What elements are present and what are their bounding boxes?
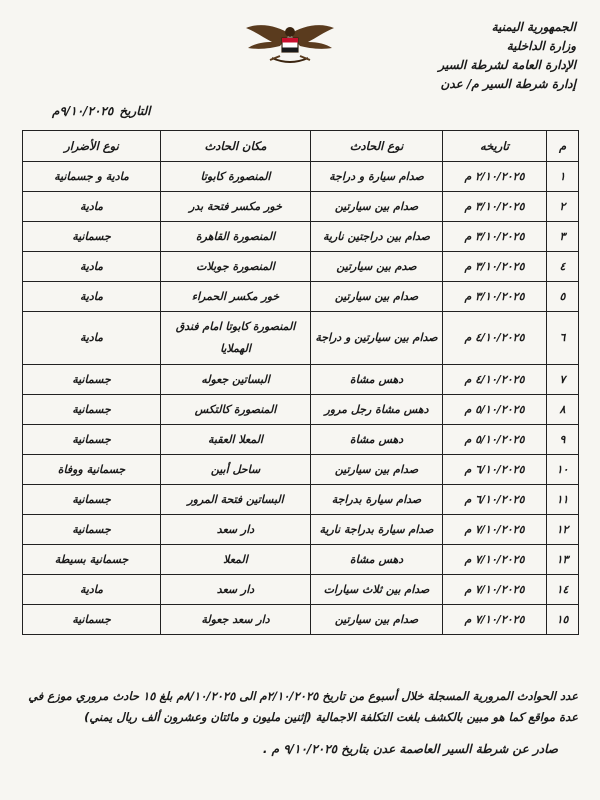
cell-no: ١٣ (547, 545, 579, 575)
letterhead (326, 18, 576, 94)
issued-statement: صادر عن شرطة السير العاصمة عدن بتاريخ ٩/١٠/٢٠٢٥ م . (262, 742, 558, 756)
cell-type: دهس مشاة (311, 365, 443, 395)
cell-damage: جسمانية (23, 515, 161, 545)
table-row (23, 575, 579, 605)
header-date: تاريخه (443, 131, 547, 162)
cell-no: ٧ (547, 365, 579, 395)
cell-type: صدام سيارة بدراجة نارية (311, 515, 443, 545)
cell-type: صدام بين سيارتين (311, 282, 443, 312)
cell-date: ٥/١٠/٢٠٢٥ م (443, 395, 547, 425)
table-row (23, 312, 579, 365)
cell-no: ١٢ (547, 515, 579, 545)
cell-type: صدام بين دراجتين نارية (311, 222, 443, 252)
table-row (23, 365, 579, 395)
cell-date: ٢/١٠/٢٠٢٥ م (443, 162, 547, 192)
table-header-row (23, 131, 579, 162)
summary-paragraph: عدد الحوادث المرورية المسجلة خلال أسبوع من تاريخ ٢/١٠/٢٠٢٥م الى ٨/١٠/٢٠٢٥م بلغ ١٥ حادث مروري موزع في عدة مواقع كما هو مبين بالكشف بلغت التكلفة الاجمالية (إثنين مليون و مائتان وعشرون ألف ريال يمني) (28, 689, 578, 724)
cell-type: صدام سيارة و دراجة (311, 162, 443, 192)
eagle-emblem-icon (242, 20, 338, 72)
cell-no: ٣ (547, 222, 579, 252)
cell-damage: جسمانية (23, 485, 161, 515)
header-place: مكان الحادث (161, 131, 311, 162)
cell-no: ٥ (547, 282, 579, 312)
cell-damage: جسمانية (23, 425, 161, 455)
cell-no: ١٠ (547, 455, 579, 485)
cell-place: المنصورة كالتكس (161, 395, 311, 425)
cell-place: خور مكسر الحمراء (161, 282, 311, 312)
cell-date: ٧/١٠/٢٠٢٥ م (443, 575, 547, 605)
cell-no: ٩ (547, 425, 579, 455)
cell-no: ٦ (547, 312, 579, 365)
cell-damage: جسمانية (23, 395, 161, 425)
cell-no: ٤ (547, 252, 579, 282)
cell-place: البساتين جعوله (161, 365, 311, 395)
cell-date: ٤/١٠/٢٠٢٥ م (443, 312, 547, 365)
table-row (23, 192, 579, 222)
cell-place: ساحل أبين (161, 455, 311, 485)
cell-date: ٣/١٠/٢٠٢٥ م (443, 252, 547, 282)
cell-place: دار سعد (161, 575, 311, 605)
cell-type: صدام بين سيارتين (311, 192, 443, 222)
accidents-table (22, 130, 579, 635)
table-row (23, 162, 579, 192)
cell-damage: مادية (23, 252, 161, 282)
cell-date: ٧/١٠/٢٠٢٥ م (443, 515, 547, 545)
table-row (23, 455, 579, 485)
cell-place: دار سعد (161, 515, 311, 545)
date-value: ٩/١٠/٢٠٢٥م (52, 104, 114, 118)
cell-no: ١١ (547, 485, 579, 515)
cell-type: صدام بين سيارتين (311, 455, 443, 485)
cell-date: ٦/١٠/٢٠٢٥ م (443, 455, 547, 485)
cell-place: دار سعد جعولة (161, 605, 311, 635)
cell-damage: جسمانية (23, 365, 161, 395)
cell-type: صدام بين سيارتين و دراجة (311, 312, 443, 365)
cell-type: صدم بين سيارتين (311, 252, 443, 282)
cell-no: ١ (547, 162, 579, 192)
cell-date: ٣/١٠/٢٠٢٥ م (443, 222, 547, 252)
table-row (23, 545, 579, 575)
cell-type: دهس مشاة (311, 545, 443, 575)
cell-date: ٣/١٠/٢٠٢٥ م (443, 282, 547, 312)
cell-place: المعلا العقبة (161, 425, 311, 455)
cell-date: ٧/١٠/٢٠٢٥ م (443, 545, 547, 575)
letterhead-directorate: الإدارة العامة لشرطة السير (438, 58, 576, 72)
cell-date: ٥/١٠/٢٠٢٥ م (443, 425, 547, 455)
cell-damage: مادية (23, 282, 161, 312)
cell-no: ٢ (547, 192, 579, 222)
cell-damage: مادية (23, 312, 161, 365)
table-row (23, 515, 579, 545)
header-type: نوع الحادث (311, 131, 443, 162)
cell-place: المنصورة كابوتا امام فندق الهملايا (161, 312, 311, 365)
cell-damage: جسمانية ووفاة (23, 455, 161, 485)
header-no: م (547, 131, 579, 162)
cell-no: ١٥ (547, 605, 579, 635)
letterhead-ministry: وزارة الداخلية (506, 39, 576, 53)
cell-type: صدام سيارة بدراجة (311, 485, 443, 515)
table-row (23, 222, 579, 252)
cell-place: المعلا (161, 545, 311, 575)
cell-damage: مادية (23, 575, 161, 605)
cell-date: ٤/١٠/٢٠٢٥ م (443, 365, 547, 395)
cell-type: دهس مشاة رجل مرور (311, 395, 443, 425)
date-label: التاريخ (119, 104, 151, 118)
cell-date: ٦/١٠/٢٠٢٥ م (443, 485, 547, 515)
cell-no: ٨ (547, 395, 579, 425)
table-row (23, 282, 579, 312)
table-row (23, 252, 579, 282)
letterhead-republic: الجمهورية اليمنية (491, 20, 576, 34)
cell-place: المنصورة كابوتا (161, 162, 311, 192)
cell-place: خور مكسر فتحة بدر (161, 192, 311, 222)
cell-damage: جسمانية بسيطة (23, 545, 161, 575)
cell-damage: جسمانية (23, 605, 161, 635)
cell-date: ٧/١٠/٢٠٢٥ م (443, 605, 547, 635)
cell-place: المنصورة جوبلات (161, 252, 311, 282)
cell-no: ١٤ (547, 575, 579, 605)
cell-place: البساتين فتحة المرور (161, 485, 311, 515)
table-row (23, 425, 579, 455)
table-row (23, 485, 579, 515)
document-date (52, 104, 150, 118)
table-row (23, 395, 579, 425)
cell-type: صدام بين ثلاث سيارات (311, 575, 443, 605)
cell-type: صدام بين سيارتين (311, 605, 443, 635)
cell-damage: مادية (23, 192, 161, 222)
cell-place: المنصورة القاهرة (161, 222, 311, 252)
letterhead-department: إدارة شرطة السير م/ عدن (440, 77, 576, 91)
cell-date: ٣/١٠/٢٠٢٥ م (443, 192, 547, 222)
cell-type: دهس مشاة (311, 425, 443, 455)
header-damage: نوع الأضرار (23, 131, 161, 162)
cell-damage: جسمانية (23, 222, 161, 252)
cell-damage: مادية و جسمانية (23, 162, 161, 192)
table-row (23, 605, 579, 635)
